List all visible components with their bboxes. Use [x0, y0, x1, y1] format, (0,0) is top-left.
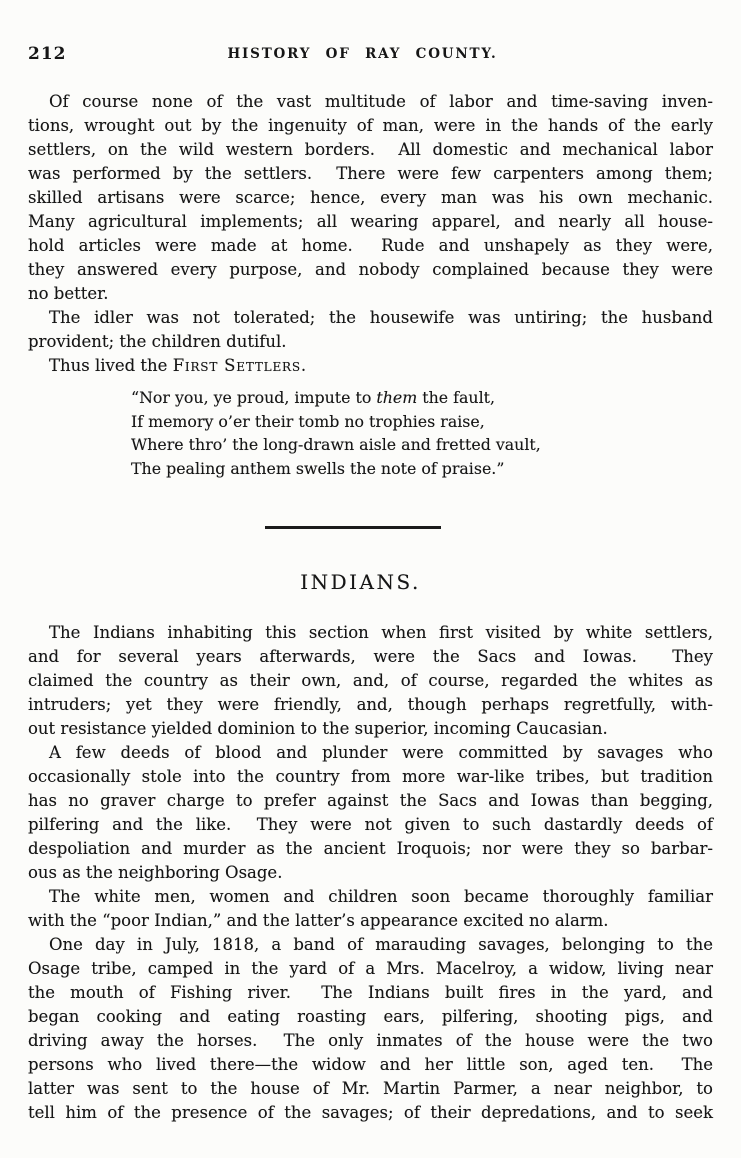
text-line: tions, wrought out by the ingenuity of man, were in the hands of the early — [28, 116, 713, 135]
page-number: 212 — [28, 44, 67, 64]
text-line: hold articles were made at home. Rude and unshapely as they were, — [28, 236, 713, 255]
poem-line: If memory o’er their tomb no trophies raise, — [131, 411, 485, 431]
text-line: was performed by the settlers. There were few carpenters among them; — [28, 164, 713, 183]
text-line: despoliation and murder as the ancient Iroquois; nor were they so barbar- — [28, 839, 713, 858]
text-line: One day in July, 1818, a band of marauding savages, belonging to the — [49, 935, 713, 954]
text-line: provident; the children dutiful. — [28, 332, 287, 351]
paragraph-1 — [28, 90, 713, 306]
paragraph-2 — [28, 306, 713, 354]
text-line: The Indians inhabiting this section when first visited by white settlers, — [49, 623, 713, 642]
text-line: began cooking and eating roasting ears, pilfering, shooting pigs, and — [28, 1007, 713, 1026]
text-line: with the “poor Indian,” and the latter’s appearance excited no alarm. — [28, 911, 609, 930]
running-header-title: HISTORY OF RAY COUNTY. — [227, 46, 498, 62]
page-header — [28, 44, 713, 64]
text-line: ous as the neighboring Osage. — [28, 863, 283, 882]
paragraph-3 — [28, 621, 713, 741]
text-line: they answered every purpose, and nobody complained because they were — [28, 260, 713, 279]
poem-line: The pealing anthem swells the note of praise.” — [131, 458, 505, 478]
settlers-prefix: Thus lived the — [49, 356, 173, 375]
text-line: persons who lived there—the widow and her little son, aged ten. The — [28, 1055, 713, 1074]
text-line: has no graver charge to prefer against the Sacs and Iowas than begging, — [28, 791, 713, 810]
poem-line1-italic: them — [376, 388, 418, 407]
text-line: skilled artisans were scarce; hence, every man was his own mechanic. — [28, 188, 713, 207]
text-line: no better. — [28, 284, 109, 303]
paragraph-6 — [28, 933, 713, 1125]
first-settlers-line — [28, 354, 713, 378]
text-line: The idler was not tolerated; the housewife was untiring; the husband — [49, 308, 713, 327]
page-body — [28, 90, 713, 1125]
poem-quote — [131, 386, 713, 480]
text-line: occasionally stole into the country from more war-like tribes, but tradition — [28, 767, 713, 786]
text-line: Many agricultural implements; all wearing apparel, and nearly all house- — [28, 212, 713, 231]
text-line: intruders; yet they were friendly, and, though perhaps regretfully, with- — [28, 695, 713, 714]
text-line: Osage tribe, camped in the yard of a Mrs. Macelroy, a widow, living near — [28, 959, 713, 978]
settlers-smallcaps: First Settlers — [172, 356, 301, 375]
paragraph-4 — [28, 741, 713, 885]
poem-line1-pre: “Nor you, ye proud, impute to — [131, 388, 377, 407]
settlers-suffix: . — [300, 356, 307, 375]
poem-line1-post: the fault, — [417, 388, 495, 407]
text-line: Of course none of the vast multitude of labor and time-saving inven- — [49, 92, 713, 111]
text-line: claimed the country as their own, and, of course, regarded the whites as — [28, 671, 713, 690]
section-heading: INDIANS. — [300, 570, 421, 594]
text-line: out resistance yielded dominion to the superior, incoming Caucasian. — [28, 719, 608, 738]
section-divider-rule — [265, 526, 441, 529]
text-line: tell him of the presence of the savages; of their depredations, and to seek — [28, 1103, 713, 1122]
text-line: and for several years afterwards, were the Sacs and Iowas. They — [28, 647, 713, 666]
text-line: A few deeds of blood and plunder were committed by savages who — [49, 743, 713, 762]
text-line: The white men, women and children soon became thoroughly familiar — [49, 887, 713, 906]
text-line: the mouth of Fishing river. The Indians built fires in the yard, and — [28, 983, 713, 1002]
text-line: pilfering and the like. They were not given to such dastardly deeds of — [28, 815, 713, 834]
paragraph-5 — [28, 885, 713, 933]
text-line: settlers, on the wild western borders. All domestic and mechanical labor — [28, 140, 713, 159]
text-line: driving away the horses. The only inmates of the house were the two — [28, 1031, 713, 1050]
text-line: latter was sent to the house of Mr. Martin Parmer, a near neighbor, to — [28, 1079, 713, 1098]
poem-line: Where thro’ the long-drawn aisle and fretted vault, — [131, 435, 541, 454]
poem-line — [131, 386, 713, 410]
